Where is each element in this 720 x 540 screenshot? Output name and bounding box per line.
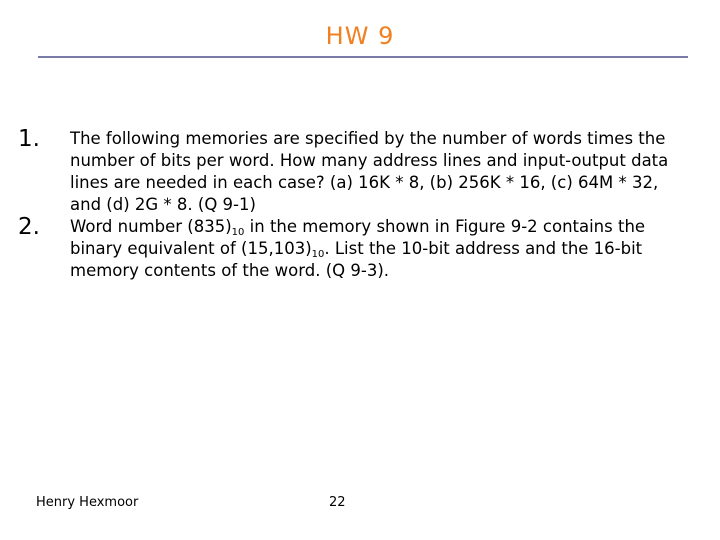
question-number: 2.: [18, 214, 40, 240]
question-text-part: . List the 10-bit address and the 16-bit memory contents of the word. (Q 9-3).: [70, 239, 643, 280]
question-number: 1.: [18, 126, 40, 152]
question-text-part: Word number (835): [70, 217, 232, 236]
question-text-part: in the memory shown in Figure 9-2 contains the binary equivalent of (15,103): [70, 217, 646, 258]
subscript-base: 10: [231, 227, 245, 238]
page-title: HW 9: [325, 22, 395, 50]
question-text: [70, 216, 683, 282]
subscript-base: 10: [311, 249, 325, 260]
title-divider: [38, 56, 688, 58]
page-number: 22: [329, 495, 346, 510]
question-list: [18, 128, 683, 282]
question-item: [18, 216, 683, 282]
footer-author: Henry Hexmoor: [36, 495, 139, 510]
question-text: The following memories are specified by the number of words times the number of bits per word. How many address lines and input-output data lines are needed in each case? (a) 16K * 8, (b) 256K * 16, (c) 64M * 32, and (d) 2G * 8. (Q 9-1): [70, 129, 669, 214]
question-item: [18, 128, 683, 216]
